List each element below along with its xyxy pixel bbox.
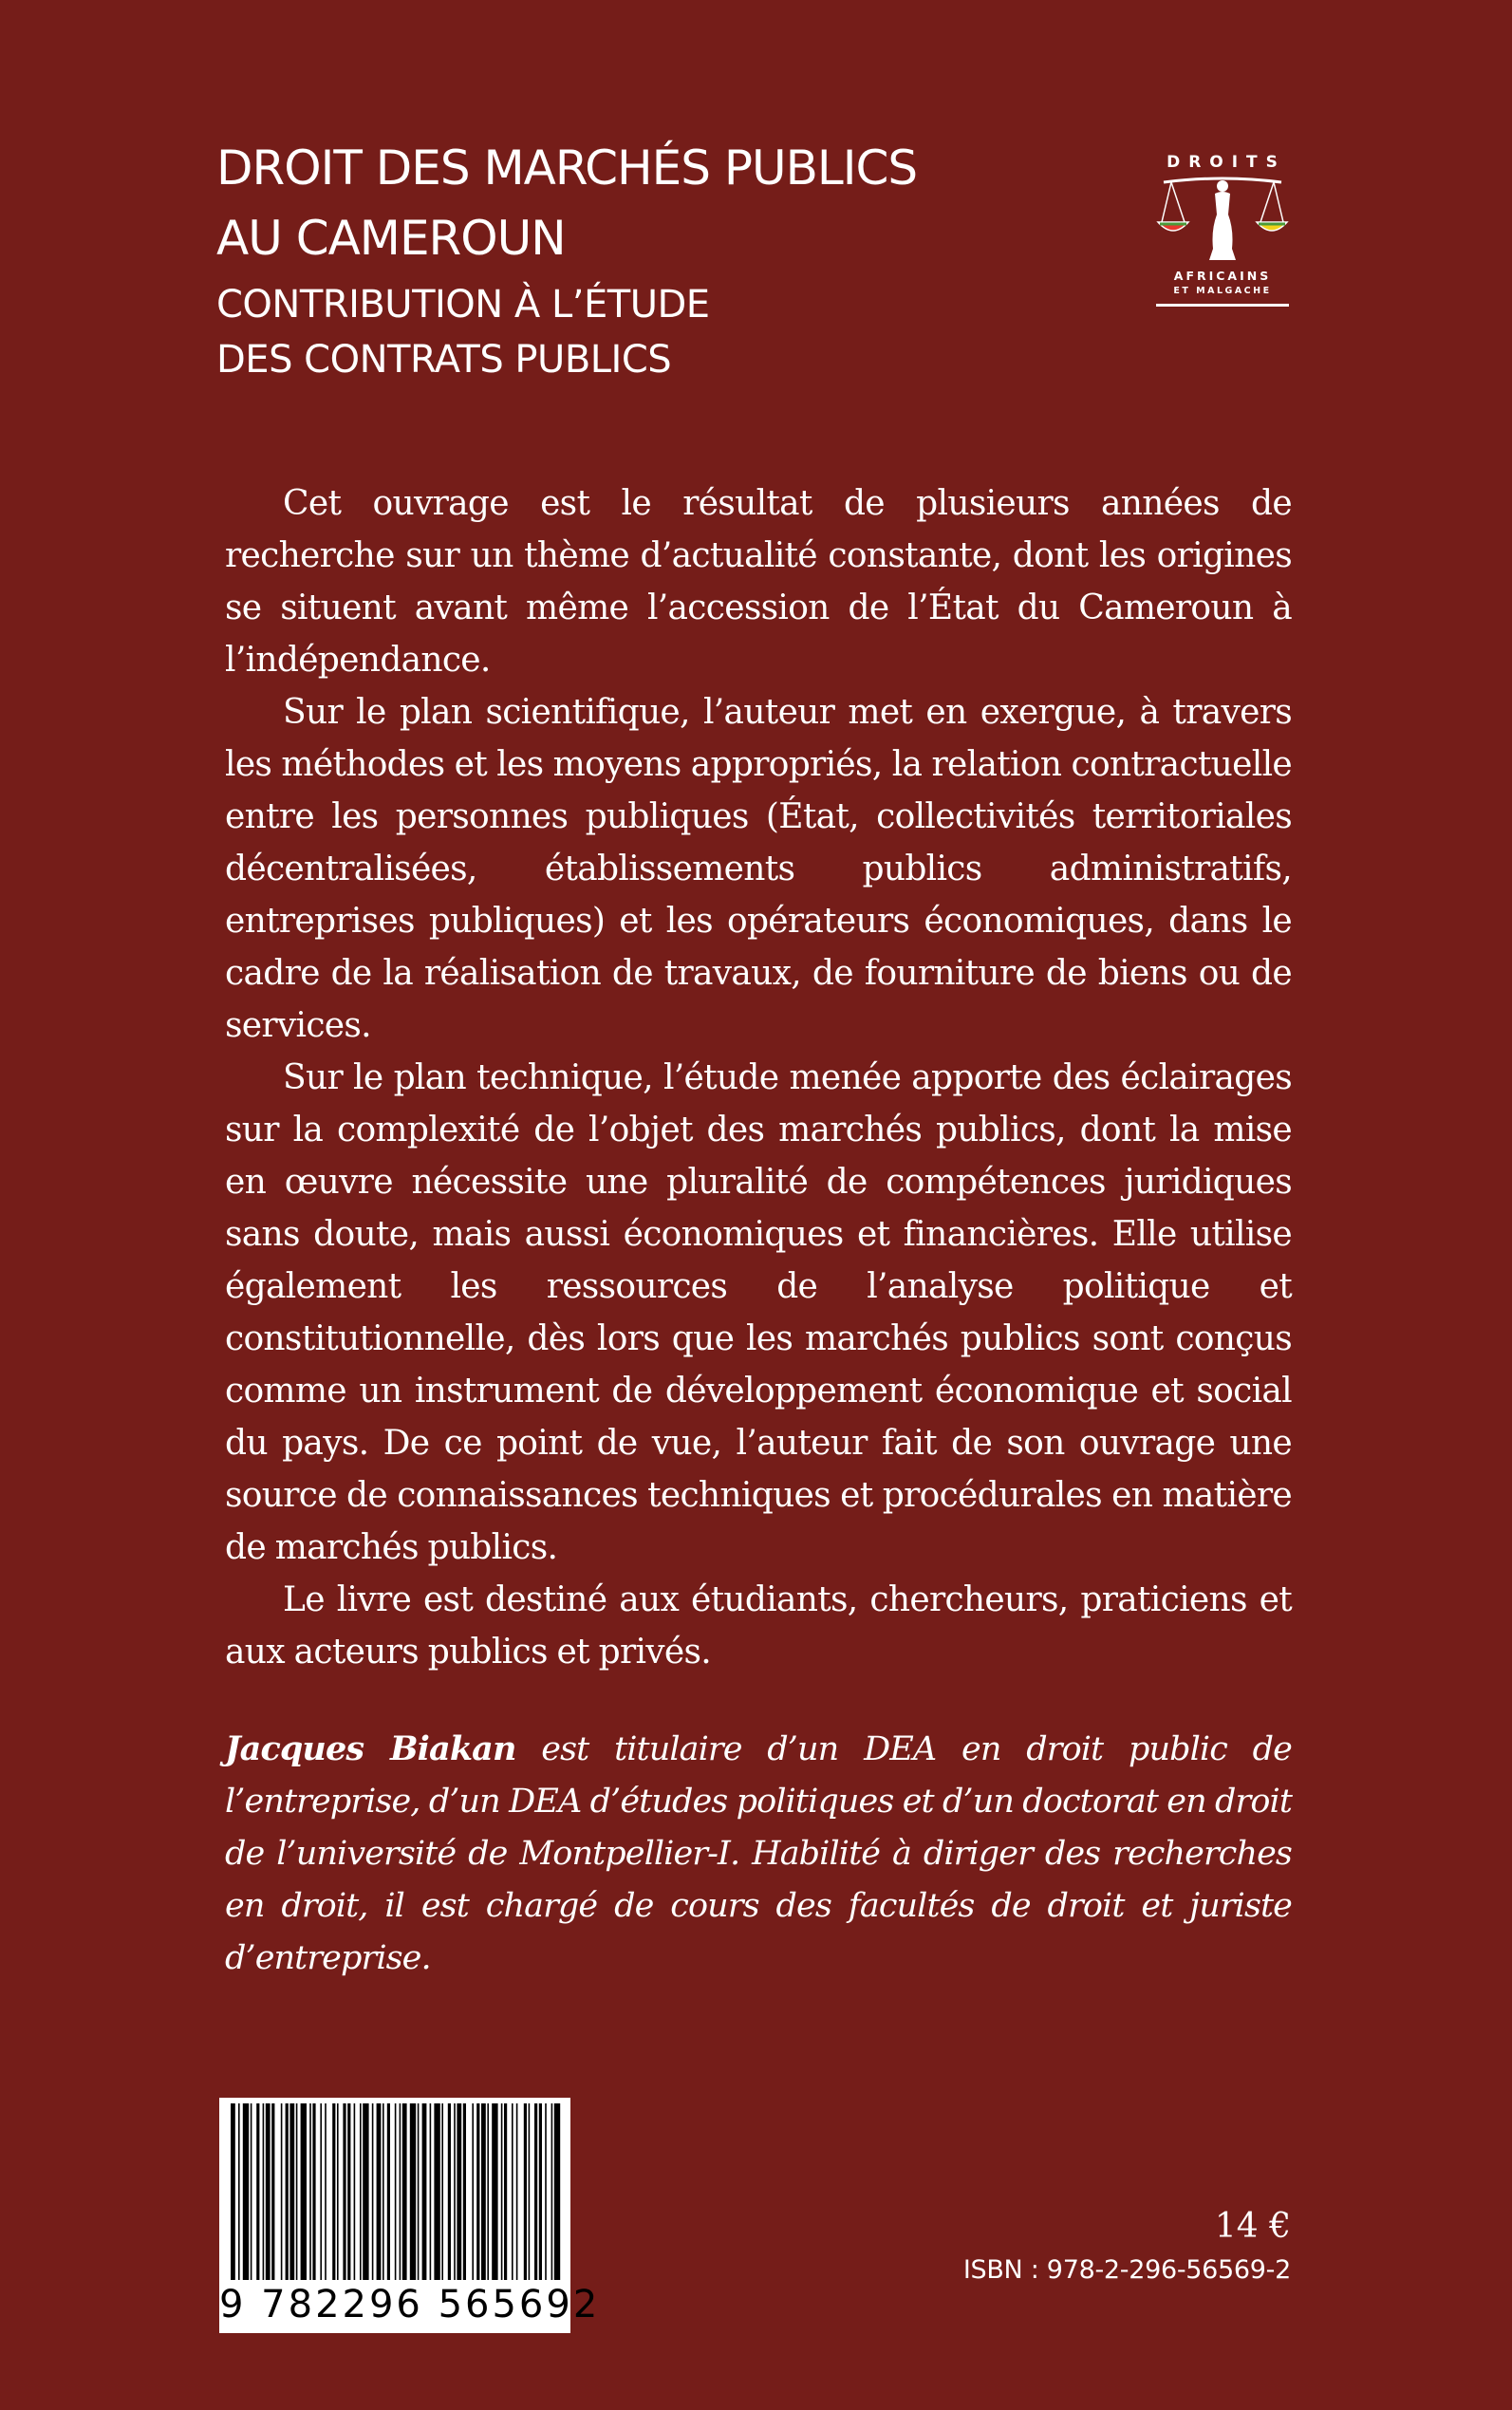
barcode-bar xyxy=(481,2103,486,2280)
barcode-bar xyxy=(516,2103,518,2280)
barcode-bar xyxy=(487,2103,489,2280)
description-paragraph-4: Le livre est destiné aux étudiants, chercheurs, praticiens et aux acteurs publics et privés. xyxy=(225,1580,1292,1672)
barcode-bar xyxy=(325,2103,327,2280)
barcode-bar xyxy=(454,2103,456,2280)
barcode-bar xyxy=(251,2103,252,2280)
barcode-bars xyxy=(227,2103,563,2280)
series-logo xyxy=(1156,152,1289,321)
barcode-bar xyxy=(281,2103,283,2280)
book-description xyxy=(225,477,1292,1678)
barcode-bar xyxy=(524,2103,527,2280)
barcode-bar xyxy=(457,2103,461,2280)
series-logo-line-2: AFRICAINS xyxy=(1173,269,1272,283)
author-name: Jacques Biakan xyxy=(225,1729,516,1768)
barcode-bar xyxy=(529,2103,531,2280)
series-logo-top: DROITS xyxy=(1167,153,1286,172)
barcode-bar xyxy=(551,2103,553,2280)
book-title-line-1: DROIT DES MARCHÉS PUBLICS xyxy=(216,140,918,196)
price: 14 € xyxy=(1214,2207,1291,2246)
barcode-bar xyxy=(343,2103,345,2280)
barcode-bar xyxy=(309,2103,311,2280)
barcode xyxy=(219,2098,601,2333)
barcode-bar xyxy=(256,2103,259,2280)
description-paragraph-1: Cet ouvrage est le résultat de plusieurs années de recherche sur un thème d’actualité constante, dont les origines se situent avant même l’accession de l’État du Cameroun à l’indépendance. xyxy=(225,484,1292,680)
title-block xyxy=(216,133,1071,387)
author-bio-paragraph xyxy=(225,1723,1292,1985)
barcode-bar xyxy=(296,2103,298,2280)
barcode-bar xyxy=(383,2103,384,2280)
barcode-digits: 9 782296 565692 xyxy=(219,2283,601,2326)
barcode-bar xyxy=(372,2103,374,2280)
barcode-bar xyxy=(286,2103,289,2280)
barcode-bar xyxy=(418,2103,420,2280)
barcode-bar xyxy=(539,2103,542,2280)
barcode-bar xyxy=(243,2103,249,2280)
barcode-bar xyxy=(332,2103,335,2280)
barcode-bar xyxy=(395,2103,397,2280)
scales-of-justice-icon xyxy=(1156,173,1289,266)
barcode-bar xyxy=(320,2103,322,2280)
barcode-bar xyxy=(312,2103,315,2280)
subtitle xyxy=(216,277,1071,387)
isbn: ISBN : 978-2-296-56569-2 xyxy=(962,2255,1291,2285)
barcode-bar xyxy=(422,2103,427,2280)
barcode-bar xyxy=(301,2103,307,2280)
barcode-bar xyxy=(512,2103,513,2280)
barcode-bar xyxy=(410,2103,416,2280)
barcode-bar xyxy=(501,2103,503,2280)
barcode-bar xyxy=(554,2103,560,2280)
barcode-bar xyxy=(387,2103,390,2280)
description-paragraph-2: Sur le plan scientifique, l’auteur met en exergue, à travers les méthodes et les moyens appropriés, la relation contractuelle entre les personnes publiques (État, collectivités territoriales décentralisées, établissements publics administratifs, entreprises publiques) et les opérateurs économiques, dans le cadre de la réalisation de travaux, de fourniture de biens ou de services. xyxy=(225,693,1292,1045)
barcode-bar xyxy=(231,2103,235,2280)
barcode-bar xyxy=(360,2103,362,2280)
book-title-line-2: AU CAMEROUN xyxy=(216,211,566,266)
barcode-bar xyxy=(377,2103,382,2280)
barcode-bar xyxy=(545,2103,547,2280)
description-paragraph-3: Sur le plan technique, l’étude menée apporte des éclairages sur la complexité de l’objet des marchés publics, dont la mise en œuvre nécessite une pluralité de compétences juridiques sans doute, mais aussi économiques et financières. Elle utilise également les ressources de l’analyse politique et constitutionnelle, dès lors que les marchés publics sont conçus comme un instrument de développement économique et social du pays. De ce point de vue, l’auteur fait de son ouvrage une source de connaissances techniques et procédurales en matière de marchés publics. xyxy=(225,1058,1292,1567)
barcode-bar xyxy=(448,2103,451,2280)
barcode-bar xyxy=(271,2103,274,2280)
barcode-bar xyxy=(263,2103,265,2280)
barcode-bar xyxy=(441,2103,443,2280)
barcode-bar xyxy=(363,2103,368,2280)
barcode-bar xyxy=(354,2103,356,2280)
author-bio xyxy=(225,1723,1292,1985)
barcode-bar xyxy=(434,2103,439,2280)
barcode-bar xyxy=(238,2103,240,2280)
book-subtitle-line-1: CONTRIBUTION À L’ÉTUDE xyxy=(216,283,710,327)
barcode-bar xyxy=(492,2103,497,2280)
barcode-bar xyxy=(534,2103,537,2280)
barcode-bar xyxy=(337,2103,339,2280)
barcode-bar xyxy=(430,2103,432,2280)
author-bio-text: est titulaire d’un DEA en droit public de l’entreprise, d’un DEA d’études politiques et d’un doctorat en droit de l’université de Montpellier-I. Habilité à diriger des recherches en droit, il est chargé de cours des facultés de droit et juriste d’entreprise. xyxy=(225,1730,1292,1977)
series-logo-line-3: ET MALGACHE xyxy=(1173,286,1272,296)
series-logo-rule xyxy=(1156,304,1289,307)
barcode-bar xyxy=(289,2103,294,2280)
barcode-bar xyxy=(402,2103,407,2280)
barcode-bar xyxy=(400,2103,401,2280)
barcode-bar xyxy=(463,2103,466,2280)
barcode-bar xyxy=(266,2103,271,2280)
barcode-bar xyxy=(347,2103,350,2280)
barcode-bar xyxy=(476,2103,479,2280)
barcode-bar xyxy=(472,2103,474,2280)
barcode-bar xyxy=(504,2103,507,2280)
book-subtitle-line-2: DES CONTRATS PUBLICS xyxy=(216,338,672,382)
